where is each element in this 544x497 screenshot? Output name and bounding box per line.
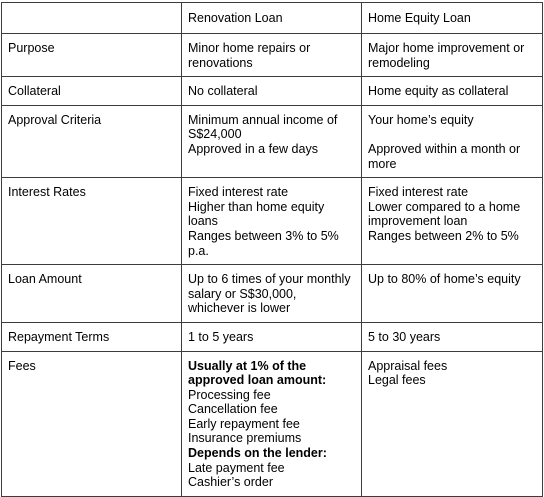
cell-line: remodeling xyxy=(368,55,430,70)
cell-renovation-purpose xyxy=(182,34,362,77)
row-label-fees: Fees xyxy=(2,351,182,496)
cell-equity-fees xyxy=(362,351,543,496)
fee-item: Legal fees xyxy=(368,373,426,388)
blank-line xyxy=(368,127,536,142)
cell-renovation-loan-amount xyxy=(182,265,362,323)
fee-item: Cashier’s order xyxy=(188,475,273,490)
cell-equity-collateral xyxy=(362,77,543,106)
cell-line: Fixed interest rate xyxy=(368,185,469,200)
row-label-repayment-terms: Repayment Terms xyxy=(2,322,182,351)
table-row xyxy=(2,34,543,77)
cell-equity-interest xyxy=(362,178,543,265)
fees-heading-line: approved loan amount: xyxy=(188,373,327,388)
cell-line: Your home’s equity xyxy=(368,112,474,127)
header-blank-cell xyxy=(2,3,182,34)
fee-item: Insurance premiums xyxy=(188,431,302,446)
cell-renovation-approval xyxy=(182,105,362,177)
row-label-loan-amount: Loan Amount xyxy=(2,265,182,323)
row-label-collateral: Collateral xyxy=(2,77,182,106)
cell-line: more xyxy=(368,156,397,171)
header-home-equity-loan: Home Equity Loan xyxy=(362,3,543,34)
cell-line: Fixed interest rate xyxy=(188,185,289,200)
fee-item: Early repayment fee xyxy=(188,416,300,431)
cell-renovation-collateral xyxy=(182,77,362,106)
cell-line: Home equity as collateral xyxy=(368,84,509,99)
cell-line: No collateral xyxy=(188,84,258,99)
cell-line: renovations xyxy=(188,55,253,70)
cell-line: 5 to 30 years xyxy=(368,329,441,344)
cell-renovation-interest xyxy=(182,178,362,265)
cell-line: 1 to 5 years xyxy=(188,329,254,344)
cell-line: Higher than home equity xyxy=(188,199,325,214)
fees-heading-line: Depends on the lender: xyxy=(188,446,327,461)
cell-line: Ranges between 3% to 5% xyxy=(188,228,339,243)
cell-line: whichever is lower xyxy=(188,301,291,316)
cell-line: Major home improvement or xyxy=(368,41,525,55)
fee-item: Processing fee xyxy=(188,387,271,402)
fee-item: Appraisal fees xyxy=(368,358,448,373)
fees-heading-line: Usually at 1% of the xyxy=(188,358,307,373)
row-label-approval-criteria: Approval Criteria xyxy=(2,105,182,177)
cell-line: improvement loan xyxy=(368,214,468,229)
cell-line: loans xyxy=(188,214,218,229)
cell-line: Up to 80% of home’s equity xyxy=(368,272,521,287)
cell-line: p.a. xyxy=(188,243,209,258)
cell-line: Approved in a few days xyxy=(188,141,318,156)
table-row xyxy=(2,105,543,177)
cell-renovation-fees xyxy=(182,351,362,496)
table-row xyxy=(2,322,543,351)
cell-line: Minimum annual income of xyxy=(188,112,338,127)
cell-equity-loan-amount xyxy=(362,265,543,323)
table-row xyxy=(2,351,543,496)
cell-equity-approval xyxy=(362,105,543,177)
cell-line: salary or S$30,000, xyxy=(188,286,297,301)
cell-line: S$24,000 xyxy=(188,127,242,142)
cell-equity-purpose xyxy=(362,34,543,77)
table-row xyxy=(2,178,543,265)
cell-line: Ranges between 2% to 5% xyxy=(368,228,519,243)
fee-item: Cancellation fee xyxy=(188,402,278,417)
loan-comparison-table xyxy=(1,2,543,497)
table-row xyxy=(2,265,543,323)
cell-renovation-repayment xyxy=(182,322,362,351)
cell-line: Up to 6 times of your monthly xyxy=(188,272,351,287)
row-label-purpose: Purpose xyxy=(2,34,182,77)
fee-item: Late payment fee xyxy=(188,460,285,475)
table-header-row xyxy=(2,3,543,34)
cell-equity-repayment xyxy=(362,322,543,351)
cell-line: Minor home repairs or xyxy=(188,41,311,55)
cell-line: Approved within a month or xyxy=(368,141,521,156)
row-label-interest-rates: Interest Rates xyxy=(2,178,182,265)
header-renovation-loan: Renovation Loan xyxy=(182,3,362,34)
cell-line: Lower compared to a home xyxy=(368,199,521,214)
table-row xyxy=(2,77,543,106)
